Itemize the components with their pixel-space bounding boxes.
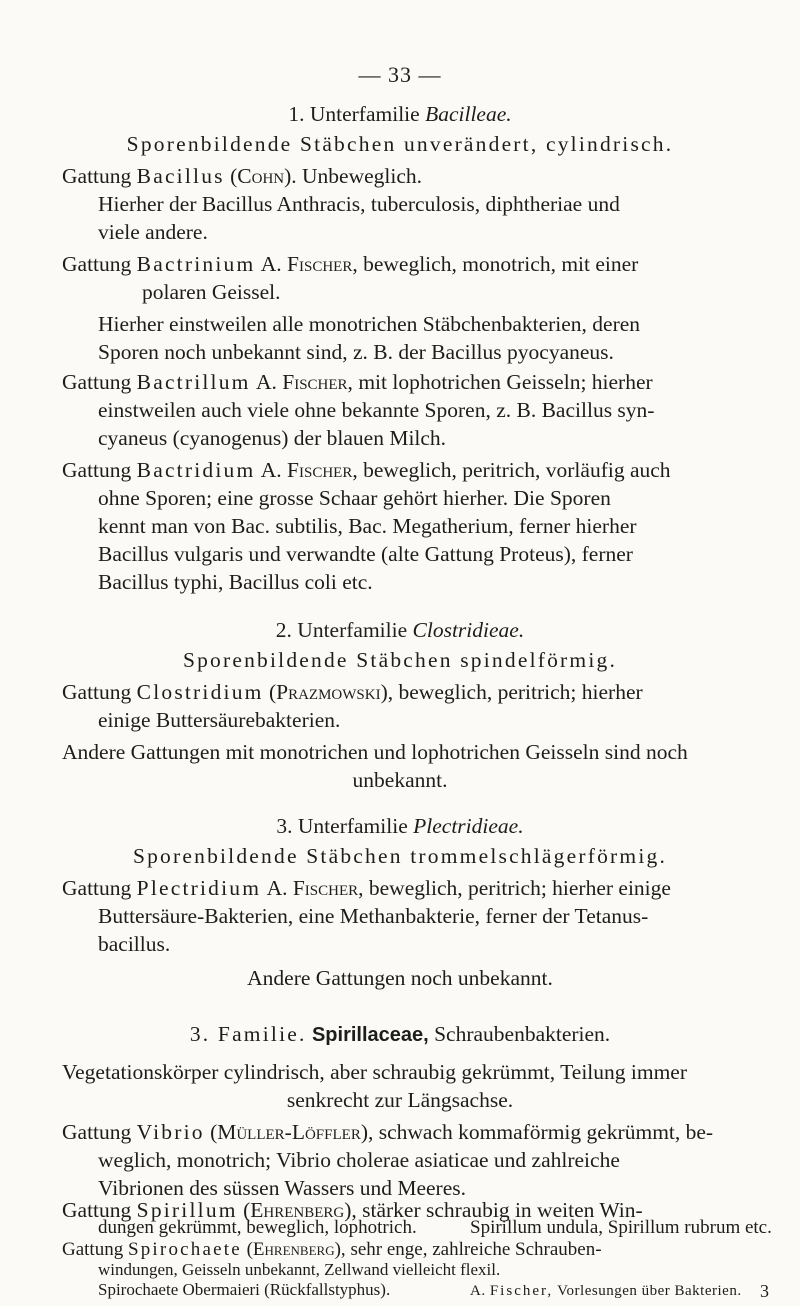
paragraph-line: bacillus. (98, 932, 171, 956)
paragraph-line: Sporen noch unbekannt sind, z. B. der Bacillus pyocyaneus. (98, 340, 614, 364)
section-3-heading: 3. Unterfamilie Plectridieae. (276, 814, 524, 838)
paragraph-line: dungen gekrümmt, beweglich, lophotrich. (98, 1217, 417, 1238)
paragraph-line: senkrecht zur Längsachse. (286, 1088, 514, 1112)
paragraph-line: Hierher einstweilen alle monotrichen Stäbchenbakterien, deren (98, 312, 641, 336)
paragraph-line: kennt man von Bac. subtilis, Bac. Megatherium, ferner hierher (98, 514, 637, 538)
paragraph-line: polaren Geissel. (142, 280, 281, 304)
paragraph-line: unbekannt. (352, 768, 448, 792)
paragraph-line: Hierher der Bacillus Anthracis, tuberculosis, diphtheriae und (98, 192, 620, 216)
paragraph-line: weglich, monotrich; Vibrio cholerae asiaticae und zahlreiche (98, 1148, 620, 1172)
genus-vibrio: Gattung Vibrio (Müller-Löffler), schwach kommaförmig gekrümmt, be- (62, 1120, 714, 1144)
section-2-subtitle: Sporenbildende Stäbchen spindelförmig. (182, 648, 618, 672)
genus-spirochaete: Gattung Spirochaete (Ehrenberg), sehr enge, zahlreiche Schrauben- (62, 1239, 602, 1260)
footer-credit: A. Fischer, Vorlesungen über Bakterien. (470, 1283, 742, 1299)
paragraph-line: Spirochaete Obermaieri (Rückfallstyphus). (98, 1280, 391, 1299)
paragraph-line: einstweilen auch viele ohne bekannte Sporen, z. B. Bacillus syn- (98, 398, 655, 422)
genus-clostridium: Gattung Clostridium (Prazmowski), beweglich, peritrich; hierher (62, 680, 643, 704)
paragraph-line: Buttersäure-Bakterien, eine Methanbakterie, ferner der Tetanus- (98, 904, 649, 928)
paragraph-line: Bacillus typhi, Bacillus coli etc. (98, 570, 373, 594)
section-1-heading: 1. Unterfamilie Bacilleae. (288, 102, 512, 126)
section-3-subtitle: Sporenbildende Stäbchen trommelschlägerförmig. (132, 844, 668, 868)
family-3-heading: 3. Familie. Spirillaceae, Schraubenbakterien. (189, 1022, 611, 1046)
paragraph-line: Vibrionen des süssen Wassers und Meeres. (98, 1176, 466, 1200)
paragraph-line: cyaneus (cyanogenus) der blauen Milch. (98, 426, 447, 450)
section-1-subtitle: Sporenbildende Stäbchen unverändert, cylindrisch. (126, 132, 674, 156)
section-2-heading: 2. Unterfamilie Clostridieae. (275, 618, 525, 642)
paragraph-line: Bacillus vulgaris und verwandte (alte Gattung Proteus), ferner (98, 542, 633, 566)
signature-mark: 3 (760, 1281, 769, 1301)
genus-bactrinium: Gattung Bactrinium A. Fischer, beweglich, monotrich, mit einer (62, 252, 639, 276)
paragraph-line: Vegetationskörper cylindrisch, aber schraubig gekrümmt, Teilung immer (62, 1060, 688, 1084)
paragraph-line: windungen, Geisseln unbekannt, Zellwand vielleicht flexil. (98, 1260, 501, 1279)
genus-plectridium: Gattung Plectridium A. Fischer, beweglich, peritrich; hierher einige (62, 876, 671, 900)
paragraph-line: einige Buttersäurebakterien. (98, 708, 341, 732)
genus-bactrillum: Gattung Bactrillum A. Fischer, mit lophotrichen Geisseln; hierher (62, 370, 653, 394)
paragraph-line: Spirillum undula, Spirillum rubrum etc. (470, 1217, 772, 1238)
paragraph-line: Andere Gattungen noch unbekannt. (247, 966, 553, 990)
paragraph-line: Andere Gattungen mit monotrichen und lophotrichen Geisseln sind noch (62, 740, 688, 764)
genus-bactridium: Gattung Bactridium A. Fischer, beweglich, peritrich, vorläufig auch (62, 458, 671, 482)
page-number: — 33 — (358, 62, 442, 87)
genus-bacillus: Gattung Bacillus (Cohn). Unbeweglich. (62, 164, 423, 188)
paragraph-line: viele andere. (98, 220, 208, 244)
paragraph-line: ohne Sporen; eine grosse Schaar gehört hierher. Die Sporen (98, 486, 611, 510)
genus-spirillum: Gattung Spirillum (Ehrenberg), stärker schraubig in weiten Win- (62, 1198, 643, 1222)
